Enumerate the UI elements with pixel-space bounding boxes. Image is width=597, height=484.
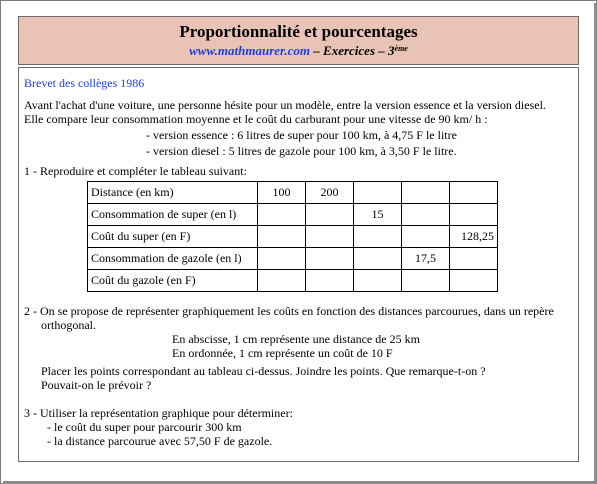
intro-line-1: Avant l'achat d'une voiture, une personne hésite pour un modèle, entre la version essence et la version diesel. [24,98,546,112]
question-2-line-1: 2 - On se propose de représenter graphiquement les coûts en fonction des distances parcourues, dans un repère [24,304,554,318]
table-row-label: Coût du super (en F) [88,226,258,248]
exercise-content [18,67,579,462]
table-cell [354,226,402,248]
table-cell [258,248,306,270]
question-3-line-3: - la distance parcourue avec 57,50 F de gazole. [47,434,273,448]
table-cell [402,182,450,204]
site-link[interactable]: www.mathmaurer.com [189,43,311,58]
question-3-line-1: 3 - Utiliser la représentation graphique pour déterminer: [24,406,293,420]
page-subtitle [19,42,578,59]
source-label: Brevet des collèges 1986 [24,76,145,90]
table-row [88,182,498,204]
table-cell [402,226,450,248]
table-cell [450,182,498,204]
table-cell: 200 [306,182,354,204]
table-row [88,248,498,270]
table-cell [354,182,402,204]
intro-bullet-diesel: - version diesel : 5 litres de gazole pour 100 km, à 3,50 F le litre. [146,144,457,158]
table-cell [354,270,402,292]
table-row [88,204,498,226]
table-cell [258,204,306,226]
table-cell [354,248,402,270]
table-row-label: Distance (en km) [88,182,258,204]
table-cell [258,270,306,292]
table-cell: 17,5 [402,248,450,270]
table-cell [258,226,306,248]
page-title: Proportionnalité et pourcentages [179,22,418,41]
table-cell [450,270,498,292]
question-1: 1 - Reproduire et compléter le tableau suivant: [24,164,247,178]
table-row-label: Consommation de super (en l) [88,204,258,226]
table-cell [402,270,450,292]
table-cell [450,248,498,270]
table-cell [306,226,354,248]
table-cell: 128,25 [450,226,498,248]
table-row [88,226,498,248]
question-3-line-2: - le coût du super pour parcourir 300 km [47,420,242,434]
table-cell: 15 [354,204,402,226]
table-row-label: Consommation de gazole (en l) [88,248,258,270]
question-2-abscissa: En abscisse, 1 cm représente une distance de 25 km [172,332,420,346]
table-row [88,270,498,292]
intro-line-2: Elle compare leur consommation moyenne et le coût du carburant pour une vitesse de 90 km/ h : [24,112,488,126]
table-cell [402,204,450,226]
table-cell [450,204,498,226]
table-cell: 100 [258,182,306,204]
subtitle-sup: ème [394,44,408,53]
question-2-ordinate: En ordonnée, 1 cm représente un coût de 10 F [172,346,393,360]
subtitle-text: – Exercices – 3 [313,43,395,58]
question-2-line-5: Placer les points correspondant au tableau ci-dessus. Joindre les points. Que remarque-t-on ? [41,364,486,378]
question-2-line-2: orthogonal. [41,318,96,332]
header-box [18,16,579,65]
data-table [87,181,498,292]
intro-bullet-essence: - version essence : 6 litres de super pour 100 km, à 4,75 F le litre [146,128,457,142]
question-2-line-6: Pouvait-on le prévoir ? [41,378,152,392]
table-cell [306,270,354,292]
table-cell [306,248,354,270]
table-cell [306,204,354,226]
table-row-label: Coût du gazole (en F) [88,270,258,292]
